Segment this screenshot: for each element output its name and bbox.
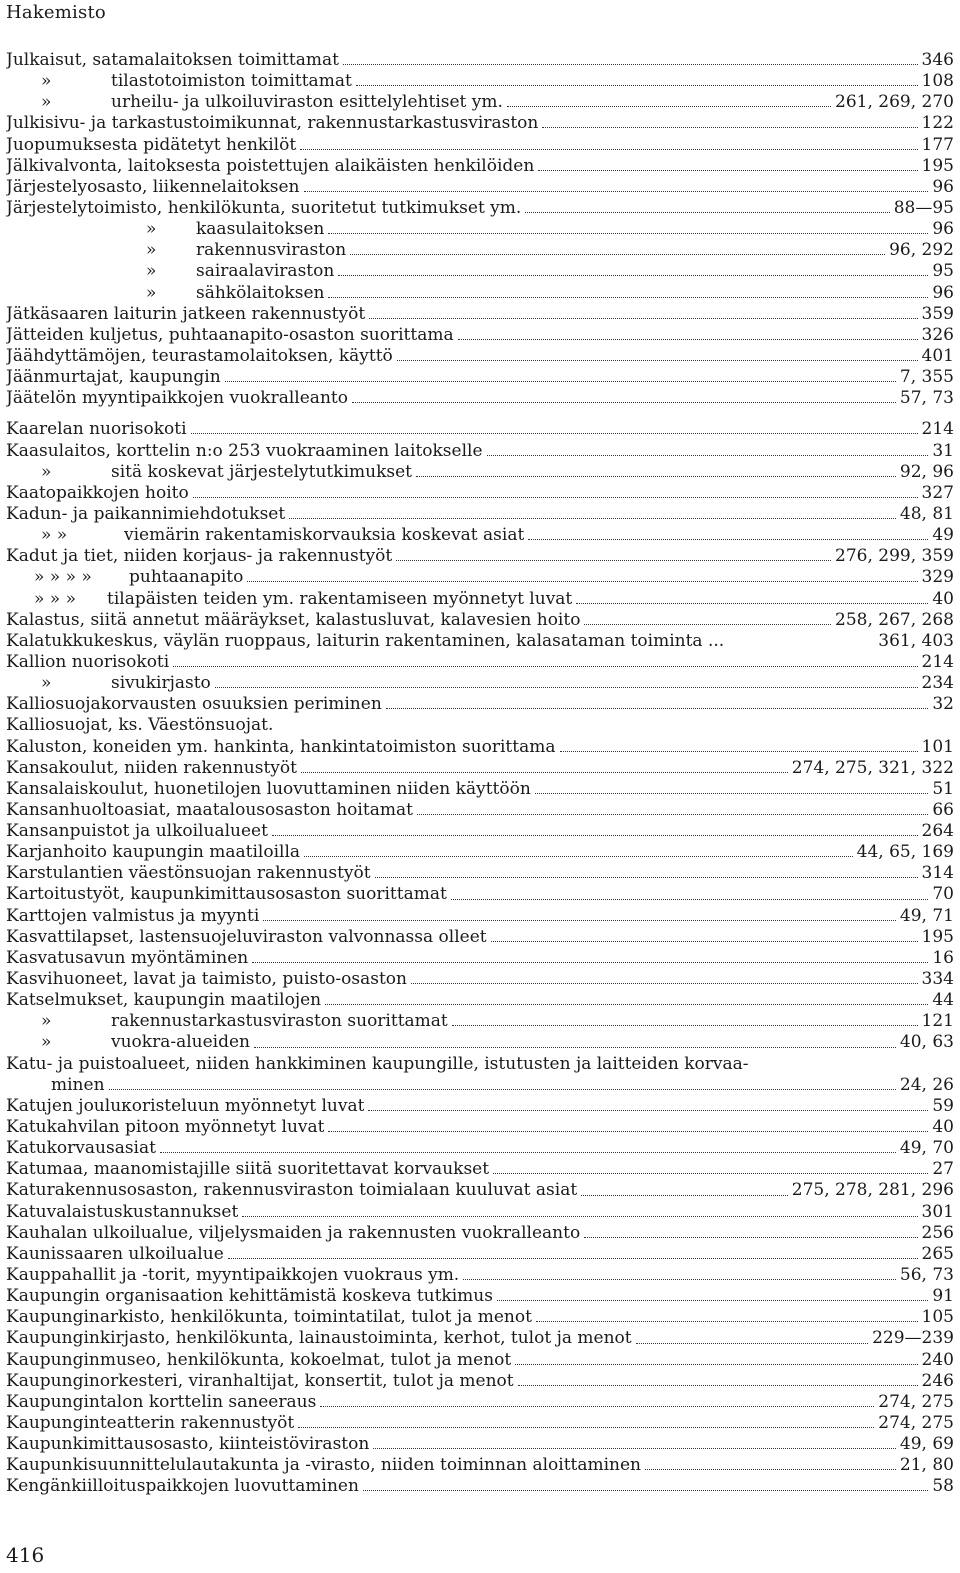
entry-text: Kalatukkukeskus, väylän ruoppaus, laiturin rakentaminen, kalasataman toiminta ... — [6, 630, 725, 651]
entry-pages: 101 — [921, 736, 954, 757]
ditto-marks: » » » » — [34, 567, 92, 588]
index-entry — [6, 198, 954, 219]
entry-text: Kaarelan nuorisokoti — [6, 419, 187, 440]
page-number: 416 — [6, 1543, 45, 1567]
entry-pages: 276, 299, 359 — [835, 546, 954, 567]
entry-text: Katselmukset, kaupungin maatilojen — [6, 990, 322, 1011]
dot-leader — [515, 1364, 917, 1365]
entry-text: Kasvatusavun myöntäminen — [6, 947, 249, 968]
ditto-marks: » — [146, 219, 157, 240]
entry-text: Kaupunginarkisto, henkilökunta, toimintatilat, tulot ja menot — [6, 1307, 532, 1328]
dot-leader — [581, 1195, 788, 1196]
entry-pages: 56, 73 — [899, 1265, 954, 1286]
dot-leader — [636, 1343, 868, 1344]
entry-pages: 57, 73 — [899, 388, 954, 409]
entry-pages: 96 — [932, 176, 954, 197]
dot-leader — [451, 899, 929, 900]
index-entry — [6, 1011, 954, 1032]
dot-leader — [535, 793, 929, 794]
index-entry — [6, 304, 954, 325]
index-entry — [6, 1371, 954, 1392]
index-entry — [6, 1075, 954, 1096]
entry-text: Kaupungintalon korttelin saneeraus — [6, 1391, 317, 1412]
index-entries — [6, 50, 954, 1498]
ditto-marks: » — [41, 71, 52, 92]
dot-leader — [225, 381, 896, 382]
index-entry — [6, 842, 954, 863]
ditto-marks: » — [41, 673, 52, 694]
entry-text: Katukahvilan pitoon myönnetyt luvat — [6, 1117, 325, 1138]
dot-leader — [300, 149, 917, 150]
entry-pages: 32 — [932, 694, 954, 715]
dot-leader — [373, 1448, 896, 1449]
dot-leader — [576, 603, 928, 604]
entry-pages: 96 — [932, 282, 954, 303]
index-entry — [6, 1054, 954, 1075]
entry-pages: 21, 80 — [899, 1455, 954, 1476]
entry-pages: 326 — [921, 324, 954, 345]
index-entry — [6, 779, 954, 800]
index-entry — [6, 589, 954, 610]
dot-leader — [352, 402, 896, 403]
index-entry — [6, 156, 954, 177]
entry-text: Katumaa, maanomistajille siitä suoritettavat korvaukset — [6, 1159, 490, 1180]
dot-leader — [254, 1047, 896, 1048]
entry-text: Katurakennusosaston, rakennusviraston toimialaan kuuluvat asiat — [6, 1180, 578, 1201]
entry-pages: 92, 96 — [899, 461, 954, 482]
entry-pages: 96, 292 — [889, 240, 954, 261]
index-entry — [6, 219, 954, 240]
dot-leader — [247, 581, 917, 582]
entry-pages: 334 — [921, 969, 954, 990]
entry-pages: 214 — [921, 419, 954, 440]
entry-text: tilapäisten teiden ym. rakentamiseen myönnetyt luvat — [107, 588, 573, 609]
entry-text: Järjestelytoimisto, henkilökunta, suoritetut tutkimukset ym. — [6, 197, 522, 218]
dot-leader — [363, 1490, 928, 1491]
entry-text: Kaupunginteatterin rakennustyöt — [6, 1413, 295, 1433]
index-entry — [6, 1476, 954, 1497]
index-entry — [6, 1096, 954, 1117]
running-header: Hakemisto — [6, 2, 106, 23]
entry-pages: 59 — [932, 1095, 954, 1116]
index-entry — [6, 652, 954, 673]
entry-pages: 314 — [921, 863, 954, 884]
dot-leader — [301, 772, 788, 773]
dot-leader — [542, 127, 917, 128]
index-entry — [6, 504, 954, 525]
dot-leader — [193, 497, 918, 498]
index-entry — [6, 969, 954, 990]
entry-text: Kalliosuojakorvausten osuuksien periminen — [6, 694, 382, 715]
index-entry — [6, 50, 954, 71]
index-entry — [6, 1413, 954, 1434]
index-entry — [6, 1032, 954, 1053]
index-entry — [6, 863, 954, 884]
entry-pages: 49, 71 — [899, 905, 954, 926]
entry-text: urheilu- ja ulkoiluviraston esittelylehtiset ym. — [111, 92, 503, 113]
index-entry — [6, 715, 954, 736]
entry-text: Kaunissaaren ulkoilualue — [6, 1243, 224, 1264]
entry-text: Katukorvausasiat — [6, 1138, 156, 1159]
entry-text: sähkölaitoksen — [196, 282, 325, 303]
entry-pages: 91 — [932, 1286, 954, 1307]
dot-leader — [368, 1110, 928, 1111]
entry-pages: 401 — [921, 345, 954, 366]
entry-pages: 7, 355 — [899, 367, 954, 388]
entry-pages: 48, 81 — [899, 503, 954, 524]
dot-leader — [369, 318, 917, 319]
index-entry — [6, 610, 954, 631]
entry-pages: 96 — [932, 219, 954, 240]
dot-leader — [328, 1131, 928, 1132]
entry-pages: 256 — [921, 1222, 954, 1243]
dot-leader — [325, 1004, 928, 1005]
dot-leader — [375, 877, 918, 878]
entry-text: Kaupunkimittausosasto, kiinteistöviraston — [6, 1434, 370, 1455]
entry-text: Kaatopaikkojen hoito — [6, 482, 189, 503]
index-entry — [6, 1117, 954, 1138]
entry-pages: 264 — [921, 821, 954, 842]
dot-leader — [538, 170, 917, 171]
entry-pages: 274, 275 — [878, 1391, 954, 1412]
entry-text: sitä koskevat järjestelytutkimukset — [111, 461, 412, 482]
dot-leader — [491, 941, 918, 942]
entry-pages: 24, 26 — [899, 1074, 954, 1095]
entry-pages: 329 — [921, 567, 954, 588]
index-entry — [6, 240, 954, 261]
ditto-marks: » — [41, 1032, 52, 1053]
dot-leader — [536, 1321, 918, 1322]
dot-leader — [356, 85, 918, 86]
index-entry — [6, 758, 954, 779]
index-entry — [6, 92, 954, 113]
entry-pages: 16 — [932, 947, 954, 968]
entry-text: Julkisivu- ja tarkastustoimikunnat, rakennustarkastusviraston — [6, 113, 539, 134]
index-entry — [6, 441, 954, 462]
index-entry — [6, 1138, 954, 1159]
dot-leader — [350, 254, 885, 255]
dot-leader — [228, 1258, 918, 1259]
entry-pages: 49 — [932, 525, 954, 546]
entry-text: Karstulantien väestönsuojan rakennustyöt — [6, 863, 371, 884]
index-entry — [6, 462, 954, 483]
dot-leader — [289, 518, 896, 519]
index-entry — [6, 1307, 954, 1328]
index-entry — [6, 1180, 954, 1201]
entry-text: Kadut ja tiet, niiden korjaus- ja rakennustyöt — [6, 546, 393, 567]
dot-leader — [411, 983, 918, 984]
dot-leader — [298, 1427, 874, 1428]
index-entry — [6, 631, 954, 652]
index-entry — [6, 283, 954, 304]
entry-text: Kauppahallit ja -torit, myyntipaikkojen vuokraus ym. — [6, 1265, 460, 1286]
index-entry — [6, 884, 954, 905]
entry-text: Kauhalan ulkoilualue, viljelysmaiden ja rakennusten vuokralleanto — [6, 1222, 581, 1243]
dot-leader — [518, 1385, 918, 1386]
entry-text: Julkaisut, satamalaitoksen toimittamat — [6, 50, 339, 70]
entry-pages: 234 — [921, 673, 954, 694]
dot-leader — [452, 1025, 918, 1026]
entry-text: vuokra-alueiden — [111, 1032, 251, 1053]
entry-text: Kaupungin organisaation kehittämistä koskeva tutkimus — [6, 1286, 493, 1307]
dot-leader — [320, 1406, 874, 1407]
ditto-marks: » — [146, 240, 157, 261]
entry-text: Kansanhuoltoasiat, maatalousosaston hoitamat — [6, 799, 413, 820]
index-entry — [6, 821, 954, 842]
entry-text: Kasvihuoneet, lavat ja taimisto, puisto-osaston — [6, 969, 407, 990]
index-entry — [6, 1223, 954, 1244]
dot-leader — [584, 1237, 917, 1238]
dot-leader — [173, 666, 917, 667]
entry-text: sivukirjasto — [111, 673, 211, 694]
entry-text: Kaasulaitos, korttelin n:o 253 vuokraaminen laitokselle — [6, 440, 483, 461]
dot-leader — [160, 1152, 896, 1153]
index-entry — [6, 1434, 954, 1455]
entry-text: Kalliosuojat, ks. Väestönsuojat. — [6, 715, 274, 736]
index-entry — [6, 948, 954, 969]
index-entry — [6, 927, 954, 948]
entry-text: Jäänmurtajat, kaupungin — [6, 367, 221, 388]
entry-pages: 346 — [921, 50, 954, 70]
entry-text: puhtaanapito — [129, 567, 244, 588]
entry-pages: 40, 63 — [899, 1032, 954, 1053]
dot-leader — [458, 339, 918, 340]
index-entry — [6, 1455, 954, 1476]
entry-text: sairaalaviraston — [196, 261, 335, 282]
dot-leader — [304, 856, 853, 857]
entry-text: Jätkäsaaren laiturin jatkeen rakennustyöt — [6, 303, 366, 324]
entry-pages: 108 — [921, 71, 954, 92]
entry-pages: 58 — [932, 1476, 954, 1497]
dot-leader — [487, 455, 929, 456]
index-entry — [6, 1265, 954, 1286]
entry-pages: 327 — [921, 482, 954, 503]
dot-leader — [338, 275, 928, 276]
dot-leader — [493, 1173, 928, 1174]
entry-pages: 49, 70 — [899, 1138, 954, 1159]
ditto-marks: » — [41, 461, 52, 482]
index-entry — [6, 367, 954, 388]
dot-leader — [109, 1089, 896, 1090]
entry-text: Juopumuksesta pidätetyt henkilöt — [6, 134, 297, 155]
entry-text: Kadun- ja paikannimiehdotukset — [6, 503, 286, 524]
index-entry — [6, 1244, 954, 1265]
entry-pages: 274, 275 — [878, 1413, 954, 1433]
dot-leader — [463, 1279, 896, 1280]
entry-pages: 27 — [932, 1159, 954, 1180]
index-entry — [6, 1286, 954, 1307]
dot-leader — [497, 1300, 928, 1301]
index-entry — [6, 261, 954, 282]
dot-leader — [528, 539, 928, 540]
entry-pages: 40 — [932, 588, 954, 609]
entry-pages: 240 — [921, 1349, 954, 1370]
index-entry — [6, 525, 954, 546]
index-entry — [6, 800, 954, 821]
entry-text: Kansalaiskoulut, huonetilojen luovuttaminen niiden käyttöön — [6, 778, 531, 799]
index-entry — [6, 1202, 954, 1223]
dot-leader — [396, 560, 831, 561]
dot-leader — [191, 433, 918, 434]
entry-text: Kaupunginkirjasto, henkilökunta, lainaustoiminta, kerhot, tulot ja menot — [6, 1328, 632, 1349]
index-entry — [6, 419, 954, 440]
entry-text: Kaupunginorkesteri, viranhaltijat, konsertit, tulot ja menot — [6, 1370, 514, 1391]
entry-text: tilastotoimiston toimittamat — [111, 71, 352, 92]
dot-leader — [397, 360, 918, 361]
entry-text: Kaluston, koneiden ym. hankinta, hankintatoimiston suorittama — [6, 736, 556, 757]
entry-pages: 301 — [921, 1201, 954, 1222]
entry-text: Kartoitustyöt, kaupunkimittausosaston suorittamat — [6, 884, 447, 905]
index-entry — [6, 1159, 954, 1180]
ditto-marks: » — [146, 261, 157, 282]
dot-leader — [584, 624, 831, 625]
entry-text: Katuvalaistuskustannukset — [6, 1201, 239, 1222]
index-entry — [6, 1350, 954, 1371]
dot-leader — [343, 64, 918, 65]
entry-text: Kalastus, siitä annetut määräykset, kalastusluvat, kalavesien hoito — [6, 609, 581, 630]
entry-text: Järjestelyosasto, liikennelaitoksen — [6, 176, 300, 197]
entry-pages: 121 — [921, 1011, 954, 1032]
entry-text: Jälkivalvonta, laitoksesta poistettujen alaikäisten henkilöiden — [6, 155, 535, 176]
entry-pages: 44, 65, 169 — [856, 842, 954, 863]
entry-text: kaasulaitoksen — [196, 219, 325, 240]
entry-text: Katujen jouluкoristeluun myönnetyt luvat — [6, 1095, 365, 1116]
dot-leader — [304, 191, 929, 192]
dot-leader — [252, 962, 928, 963]
entry-pages: 195 — [921, 926, 954, 947]
entry-text: Kasvattilapset, lastensuojeluviraston valvonnassa olleet — [6, 926, 487, 947]
ditto-marks: » — [146, 282, 157, 303]
index-entry — [6, 135, 954, 156]
entry-text: Jätteiden kuljetus, puhtaanapito-osaston suorittama — [6, 324, 454, 345]
dot-leader — [272, 835, 918, 836]
entry-pages: 195 — [921, 155, 954, 176]
entry-pages: 40 — [932, 1117, 954, 1138]
entry-text: Katu- ja puistoalueet, niiden hankkiminen kaupungille, istutusten ja laitteiden korvaa- — [6, 1053, 749, 1074]
index-entry — [6, 694, 954, 715]
index-entry — [6, 483, 954, 504]
entry-pages: 258, 267, 268 — [835, 609, 954, 630]
dot-leader — [645, 1469, 896, 1470]
entry-pages: 177 — [921, 134, 954, 155]
ditto-marks: » — [41, 92, 52, 113]
dot-leader — [242, 1216, 917, 1217]
index-entry — [6, 1392, 954, 1413]
entry-pages: 95 — [932, 261, 954, 282]
entry-text: rakennustarkastusviraston suorittamat — [111, 1011, 448, 1032]
dot-leader — [328, 297, 928, 298]
entry-pages: 274, 275, 321, 322 — [791, 757, 954, 778]
index-entry — [6, 113, 954, 134]
index-entry — [6, 346, 954, 367]
entry-pages: 31 — [932, 440, 954, 461]
ditto-marks: » » » — [34, 588, 77, 609]
entry-text: Kansakoulut, niiden rakennustyöt — [6, 757, 297, 778]
entry-pages: 66 — [932, 799, 954, 820]
index-entry — [6, 906, 954, 927]
dot-leader — [560, 751, 918, 752]
ditto-marks: » » — [41, 525, 68, 546]
entry-text: Jäätelön myyntipaikkojen vuokralleanto — [6, 388, 348, 409]
entry-pages: 44 — [932, 990, 954, 1011]
entry-text: Jäähdyttämöjen, teurastamolaitoksen, käyttö — [6, 345, 393, 366]
entry-text: Karjanhoito kaupungin maatiloilla — [6, 842, 301, 863]
dot-leader — [417, 814, 928, 815]
entry-pages: 51 — [932, 778, 954, 799]
dot-leader — [525, 212, 889, 213]
entry-text: minen — [51, 1074, 105, 1095]
index-entry — [6, 990, 954, 1011]
dot-leader — [215, 687, 918, 688]
entry-pages: 229—239 — [872, 1328, 954, 1349]
entry-pages: 261, 269, 270 — [835, 92, 954, 113]
entry-text: Kansanpuistot ja ulkoilualueet — [6, 821, 268, 842]
index-entry — [6, 737, 954, 758]
entry-text: viemärin rakentamiskorvauksia koskevat asiat — [124, 525, 525, 546]
index-entry — [6, 325, 954, 346]
dot-leader — [386, 708, 929, 709]
entry-pages: 246 — [921, 1370, 954, 1391]
index-entry — [6, 567, 954, 588]
entry-pages: 361, 403 — [878, 630, 954, 651]
entry-text: Kaupunginmuseo, henkilökunta, kokoelmat, tulot ja menot — [6, 1349, 512, 1370]
index-entry — [6, 177, 954, 198]
entry-pages: 88—95 — [893, 197, 954, 218]
index-entry — [6, 388, 954, 409]
ditto-marks: » — [41, 1011, 52, 1032]
entry-text: Kaupunkisuunnittelulautakunta ja -virasto, niiden toiminnan aloittaminen — [6, 1455, 642, 1476]
index-entry — [6, 673, 954, 694]
entry-pages: 49, 69 — [899, 1434, 954, 1455]
entry-text: Karttojen valmistus ja myynti — [6, 905, 260, 926]
entry-text: rakennusviraston — [196, 240, 347, 261]
entry-pages: 122 — [921, 113, 954, 134]
entry-pages: 105 — [921, 1307, 954, 1328]
entry-text: Kallion nuorisokoti — [6, 651, 170, 672]
dot-leader — [416, 476, 896, 477]
entry-pages: 70 — [932, 884, 954, 905]
dot-leader — [507, 106, 831, 107]
entry-pages: 265 — [921, 1243, 954, 1264]
entry-pages: 275, 278, 281, 296 — [791, 1180, 954, 1201]
dot-leader — [328, 233, 928, 234]
entry-pages: 214 — [921, 651, 954, 672]
dot-leader — [263, 920, 896, 921]
index-entry — [6, 71, 954, 92]
entry-text: Kengänkiilloituspaikkojen luovuttaminen — [6, 1476, 359, 1497]
entry-pages: 359 — [921, 303, 954, 324]
index-entry — [6, 1328, 954, 1349]
index-entry — [6, 546, 954, 567]
